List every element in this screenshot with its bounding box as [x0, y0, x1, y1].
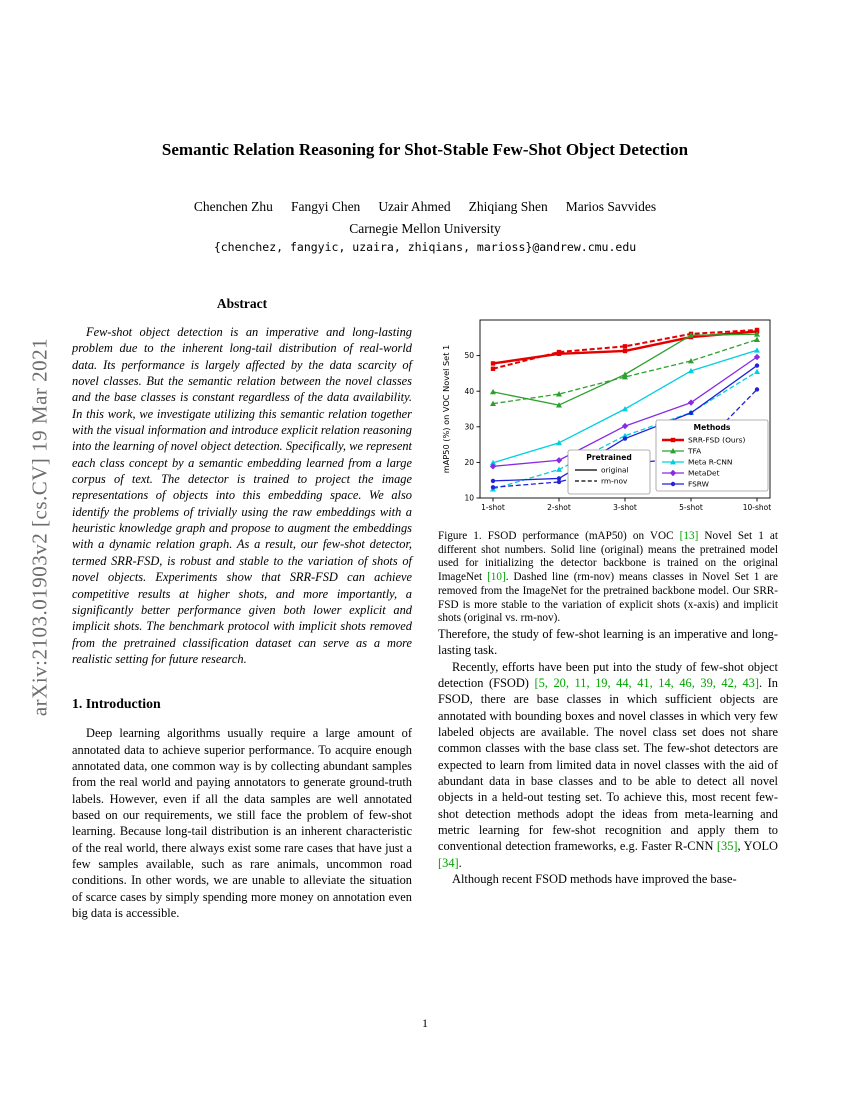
svg-text:2-shot: 2-shot [547, 503, 571, 512]
body-paragraph-although: Although recent FSOD methods have improved the base- [452, 872, 737, 887]
text-segment: Novel Set 1 at different shot numbers. Solid line (original) means the pretrained model used for initializing the detector backbone is trained on the original ImageNet [438, 530, 778, 584]
svg-text:10: 10 [464, 493, 474, 503]
citation-link[interactable]: [34] [438, 855, 459, 870]
body-paragraph-therefore: Therefore, the study of few-shot learning is an imperative and long-lasting task. [438, 626, 778, 658]
svg-text:rm-nov: rm-nov [601, 476, 628, 486]
figure-1-caption [438, 530, 778, 626]
text-segment: . In FSOD, there are base classes in which sufficient objects are annotated with bounding boxes and novel classes in which very few labeled objects are available. The novel class set does not share common classes with the base class set. The few-shot detectors are expected to learn from limited data in novel classes with the aid of abundant data in base classes and to be able to detect all novel objects in a held-out testing set. To achieve this, most recent few-shot detection methods adopt the ideas from meta-learning and metric learning for few-shot recognition and apply them to conventional detection frameworks, e.g. Faster R-CNN [438, 675, 778, 854]
text-segment: Recently, efforts have been put into the study of few-shot object detection (FSOD) [438, 659, 778, 690]
left-column [72, 288, 412, 921]
svg-text:original: original [601, 465, 629, 475]
svg-text:Methods: Methods [693, 423, 731, 432]
text-segment: . [458, 855, 462, 870]
text-segment: . Dashed line (rm-nov) means classes in Novel Set 1 are removed from the ImageNet for the pretrained backbone model. Our SRR-FSD is more stable to the variation of explicit shots (x-axis) and implicit shots (original vs. rm-nov). [438, 571, 778, 625]
right-column [438, 288, 778, 921]
svg-text:5-shot: 5-shot [679, 503, 703, 512]
figure-1-chart [438, 312, 778, 524]
svg-text:SRR-FSD (Ours): SRR-FSD (Ours) [688, 435, 746, 445]
abstract-text: Few-shot object detection is an imperative and long-lasting problem due to the inherent long-tail distribution of real-world data. Its performance is largely affected by the data scarcity of novel classes. But the semantic relation between the novel classes and the base classes is constant regardless of the data availability. In this work, we investigate utilizing this semantic relation together with the visual information and introduce explicit relation reasoning into the learning of novel object detection. Specifically, we represent each class concept by a semantic embedding learned from a large corpus of text. The detector is trained to project the image representations of objects into this embedding space. We also identify the problems of trivially using the raw embeddings with a heuristic knowledge graph and propose to augment the embeddings with a dynamic relation graph. As a result, our few-shot detector, termed SRR-FSD, is robust and stable to the variation of shots of novel objects. Experiments show that SRR-FSD can achieve competitive results at higher shots, and more importantly, a significantly better performance given both lower explicit and implicit shots. The benchmark protocol with implicit shots removed from the pretrained classification dataset can serve as a more realistic setting for future research. [72, 325, 412, 666]
figure-1 [438, 312, 778, 626]
svg-text:TFA: TFA [688, 446, 702, 456]
citation-link[interactable]: [13] [679, 530, 699, 542]
svg-text:1-shot: 1-shot [481, 503, 505, 512]
svg-text:50: 50 [464, 351, 474, 361]
author-name: Zhiqiang Shen [468, 199, 548, 214]
section-heading-introduction: 1. Introduction [72, 696, 161, 712]
affiliation: Carnegie Mellon University [349, 221, 501, 236]
svg-text:20: 20 [464, 458, 474, 467]
author-name: Fangyi Chen [290, 199, 361, 214]
author-name: Marios Savvides [565, 199, 657, 214]
text-segment: , YOLO [737, 839, 778, 854]
citation-link[interactable]: [35] [716, 839, 738, 854]
abstract-heading: Abstract [216, 296, 268, 311]
author-name: Chenchen Zhu [193, 199, 273, 214]
body-paragraph-fsod [438, 659, 778, 871]
svg-text:FSRW: FSRW [688, 479, 709, 489]
intro-paragraph: Deep learning algorithms usually require a large amount of annotated data to achieve superior performance. To acquire enough annotated data, one common way is by collecting abundant samples from the real world and paying annotators to generate ground-truth labels. However, even if all the data samples are well annotated based on our requirements, we still face the problem of few-shot learning. Because long-tail distribution is an inherent characteristic of the real world, there always exist some rare cases that have just a few samples available, such as rare animals, uncommon road conditions. In other words, we are unable to alleviate the situation of scarce cases by simply spending more money on annotation even big data is accessible. [72, 726, 412, 920]
svg-text:Meta R-CNN: Meta R-CNN [688, 457, 733, 467]
svg-text:mAP50 (%) on VOC Novel Set 1: mAP50 (%) on VOC Novel Set 1 [441, 344, 451, 474]
citation-link[interactable]: [10] [487, 571, 506, 584]
svg-text:40: 40 [464, 386, 474, 396]
author-list [95, 199, 755, 215]
citation-link[interactable]: [5, 20, 11, 19, 44, 41, 14, 46, 39, 42, 43] [534, 675, 759, 690]
svg-text:MetaDet: MetaDet [688, 468, 720, 478]
svg-text:30: 30 [464, 422, 474, 432]
email-line: {chenchez, fangyic, uzaira, zhiqians, marioss}@andrew.cmu.edu [213, 240, 637, 254]
page-number: 1 [422, 1016, 428, 1030]
svg-text:10-shot: 10-shot [742, 503, 772, 512]
two-column-body [72, 288, 778, 921]
author-name: Uzair Ahmed [378, 199, 451, 214]
svg-text:Pretrained: Pretrained [586, 453, 632, 462]
text-segment: Figure 1. FSOD performance (mAP50) on VOC [438, 530, 680, 542]
paper-title: Semantic Relation Reasoning for Shot-Stable Few-Shot Object Detection [161, 140, 689, 159]
arxiv-watermark: arXiv:2103.01903v2 [cs.CV] 19 Mar 2021 [27, 337, 52, 717]
svg-text:3-shot: 3-shot [613, 503, 637, 512]
